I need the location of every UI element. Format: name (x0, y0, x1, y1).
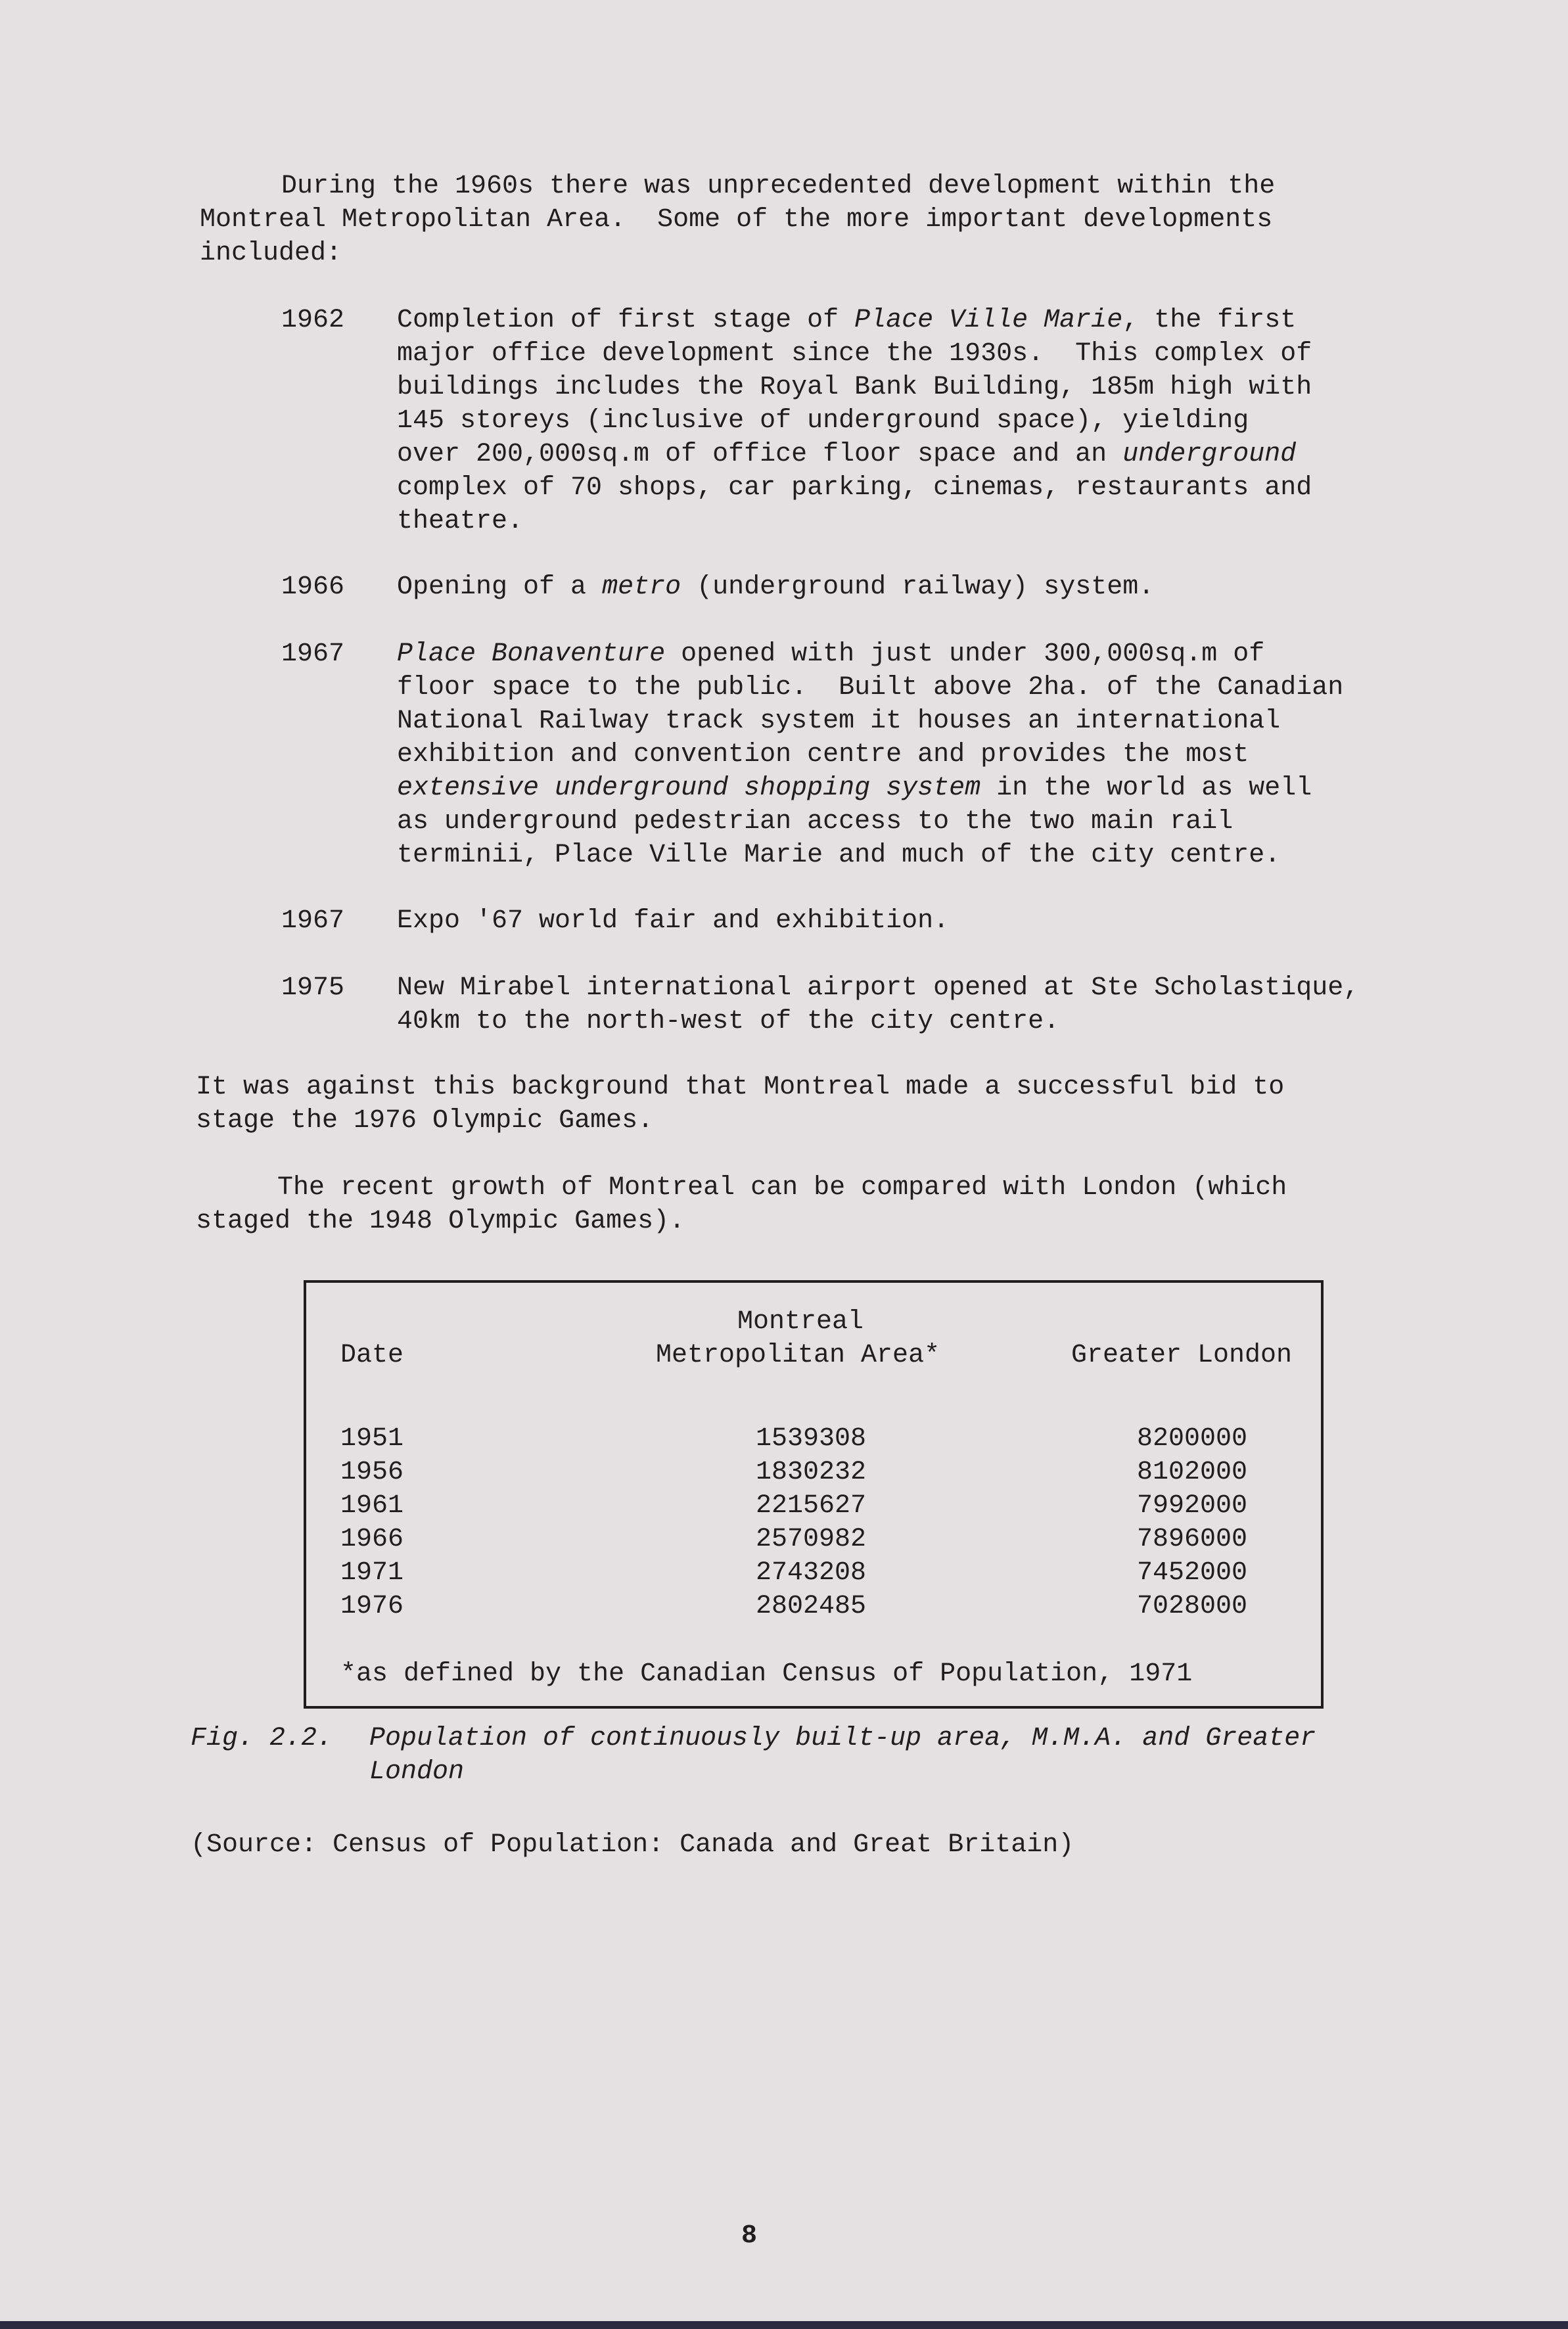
text-segment: 40km to the north-west of the city centre. (397, 1007, 1060, 1036)
development-description (397, 904, 949, 938)
table-cell-london: 8200000 (1137, 1424, 1248, 1454)
london-paragraph-line-1: The recent growth of Montreal can be compared with London (which (277, 1173, 1287, 1203)
table-cell-date: 1976 (340, 1592, 404, 1621)
text-segment: , the first (1122, 306, 1297, 335)
development-description (397, 971, 1359, 1038)
development-line (397, 637, 1343, 671)
london-paragraph-line-2: staged the 1948 Olympic Games). (196, 1207, 685, 1236)
figure-caption-line-2: London (369, 1757, 465, 1787)
scan-edge (0, 2321, 1568, 2329)
development-line (397, 304, 1312, 337)
table-cell-date: 1966 (340, 1525, 404, 1554)
development-line (397, 772, 1343, 805)
development-line (397, 404, 1312, 438)
table-cell-mma: 2570982 (756, 1525, 867, 1554)
development-line (397, 371, 1312, 404)
figure-caption-line-1: Population of continuously built-up area, M.M.A. and Greater (369, 1724, 1316, 1753)
development-description (397, 304, 1312, 538)
intro-line-3: included: (200, 239, 342, 268)
development-year: 1967 (281, 906, 345, 936)
text-segment: National Railway track system it houses an international (397, 706, 1281, 736)
text-segment: as underground pedestrian access to the two main rail (397, 807, 1234, 837)
text-segment: floor space to the public. Built above 2ha. of the Canadian (397, 673, 1344, 703)
emphasized-term: metro (602, 572, 681, 602)
text-segment: terminii, Place Ville Marie and much of the city centre. (397, 841, 1281, 870)
table-cell-london: 8102000 (1137, 1458, 1248, 1487)
table-cell-date: 1971 (340, 1558, 404, 1588)
development-line (397, 805, 1343, 839)
table-cell-date: 1956 (340, 1458, 404, 1487)
development-line (397, 839, 1343, 872)
table-footnote: *as defined by the Canadian Census of Population, 1971 (340, 1659, 1193, 1689)
development-year: 1966 (281, 572, 345, 602)
header-london: Greater London (1071, 1341, 1293, 1370)
table-cell-mma: 1830232 (756, 1458, 867, 1487)
header-mma-line-1: Montreal (737, 1307, 864, 1337)
olympic-paragraph-line-1: It was against this background that Montreal made a successful bid to (196, 1072, 1285, 1102)
text-segment: complex of 70 shops, car parking, cinemas, restaurants and (397, 473, 1312, 503)
development-year: 1967 (281, 639, 345, 669)
intro-line-1: During the 1960s there was unprecedented development within the (281, 172, 1276, 201)
development-description (397, 570, 1154, 604)
header-mma-line-2: Metropolitan Area* (656, 1341, 940, 1370)
text-segment: Opening of a (397, 572, 603, 602)
development-year: 1962 (281, 306, 345, 335)
intro-line-2: Montreal Metropolitan Area. Some of the more important developments (200, 205, 1273, 235)
text-segment: over 200,000sq.m of office floor space and an (397, 440, 1123, 469)
text-segment: Completion of first stage of (397, 306, 855, 335)
page-number: 8 (741, 2221, 758, 2251)
text-segment: in the world as well (980, 773, 1312, 803)
development-line (397, 471, 1312, 505)
figure-label: Fig. 2.2. (191, 1724, 333, 1753)
table-cell-date: 1961 (340, 1491, 404, 1521)
table-cell-mma: 2802485 (756, 1592, 867, 1621)
text-segment: Expo '67 world fair and exhibition. (397, 906, 950, 936)
emphasized-term: extensive underground shopping system (397, 773, 981, 803)
development-line (397, 738, 1343, 772)
header-date: Date (340, 1341, 404, 1370)
development-description (397, 637, 1343, 872)
emphasized-term: Place Ville Marie (854, 306, 1123, 335)
development-line (397, 904, 949, 938)
development-year: 1975 (281, 973, 345, 1003)
development-line (397, 671, 1343, 704)
development-line (397, 971, 1359, 1005)
table-cell-london: 7452000 (1137, 1558, 1248, 1588)
emphasized-term: underground (1122, 440, 1297, 469)
table-cell-london: 7028000 (1137, 1592, 1248, 1621)
text-segment: theatre. (397, 507, 524, 536)
table-cell-mma: 1539308 (756, 1424, 867, 1454)
text-segment: 145 storeys (inclusive of underground space), yielding (397, 406, 1249, 436)
table-cell-london: 7992000 (1137, 1491, 1248, 1521)
text-segment: major office development since the 1930s. This complex of (397, 339, 1312, 369)
text-segment: exhibition and convention centre and provides the most (397, 740, 1249, 770)
development-line (397, 570, 1154, 604)
development-line (397, 505, 1312, 538)
text-segment: New Mirabel international airport opened at Ste Scholastique, (397, 973, 1360, 1003)
development-line (397, 1005, 1359, 1038)
text-segment: (underground railway) system. (681, 572, 1155, 602)
table-cell-mma: 2215627 (756, 1491, 867, 1521)
text-segment: buildings includes the Royal Bank Building, 185m high with (397, 373, 1312, 402)
table-cell-date: 1951 (340, 1424, 404, 1454)
emphasized-term: Place Bonaventure (397, 639, 666, 669)
table-cell-london: 7896000 (1137, 1525, 1248, 1554)
text-segment: opened with just under 300,000sq.m of (665, 639, 1265, 669)
olympic-paragraph-line-2: stage the 1976 Olympic Games. (196, 1106, 654, 1136)
table-cell-mma: 2743208 (756, 1558, 867, 1588)
development-line (397, 337, 1312, 371)
development-line (397, 438, 1312, 471)
development-line (397, 704, 1343, 738)
source-note: (Source: Census of Population: Canada and Great Britain) (191, 1830, 1074, 1860)
